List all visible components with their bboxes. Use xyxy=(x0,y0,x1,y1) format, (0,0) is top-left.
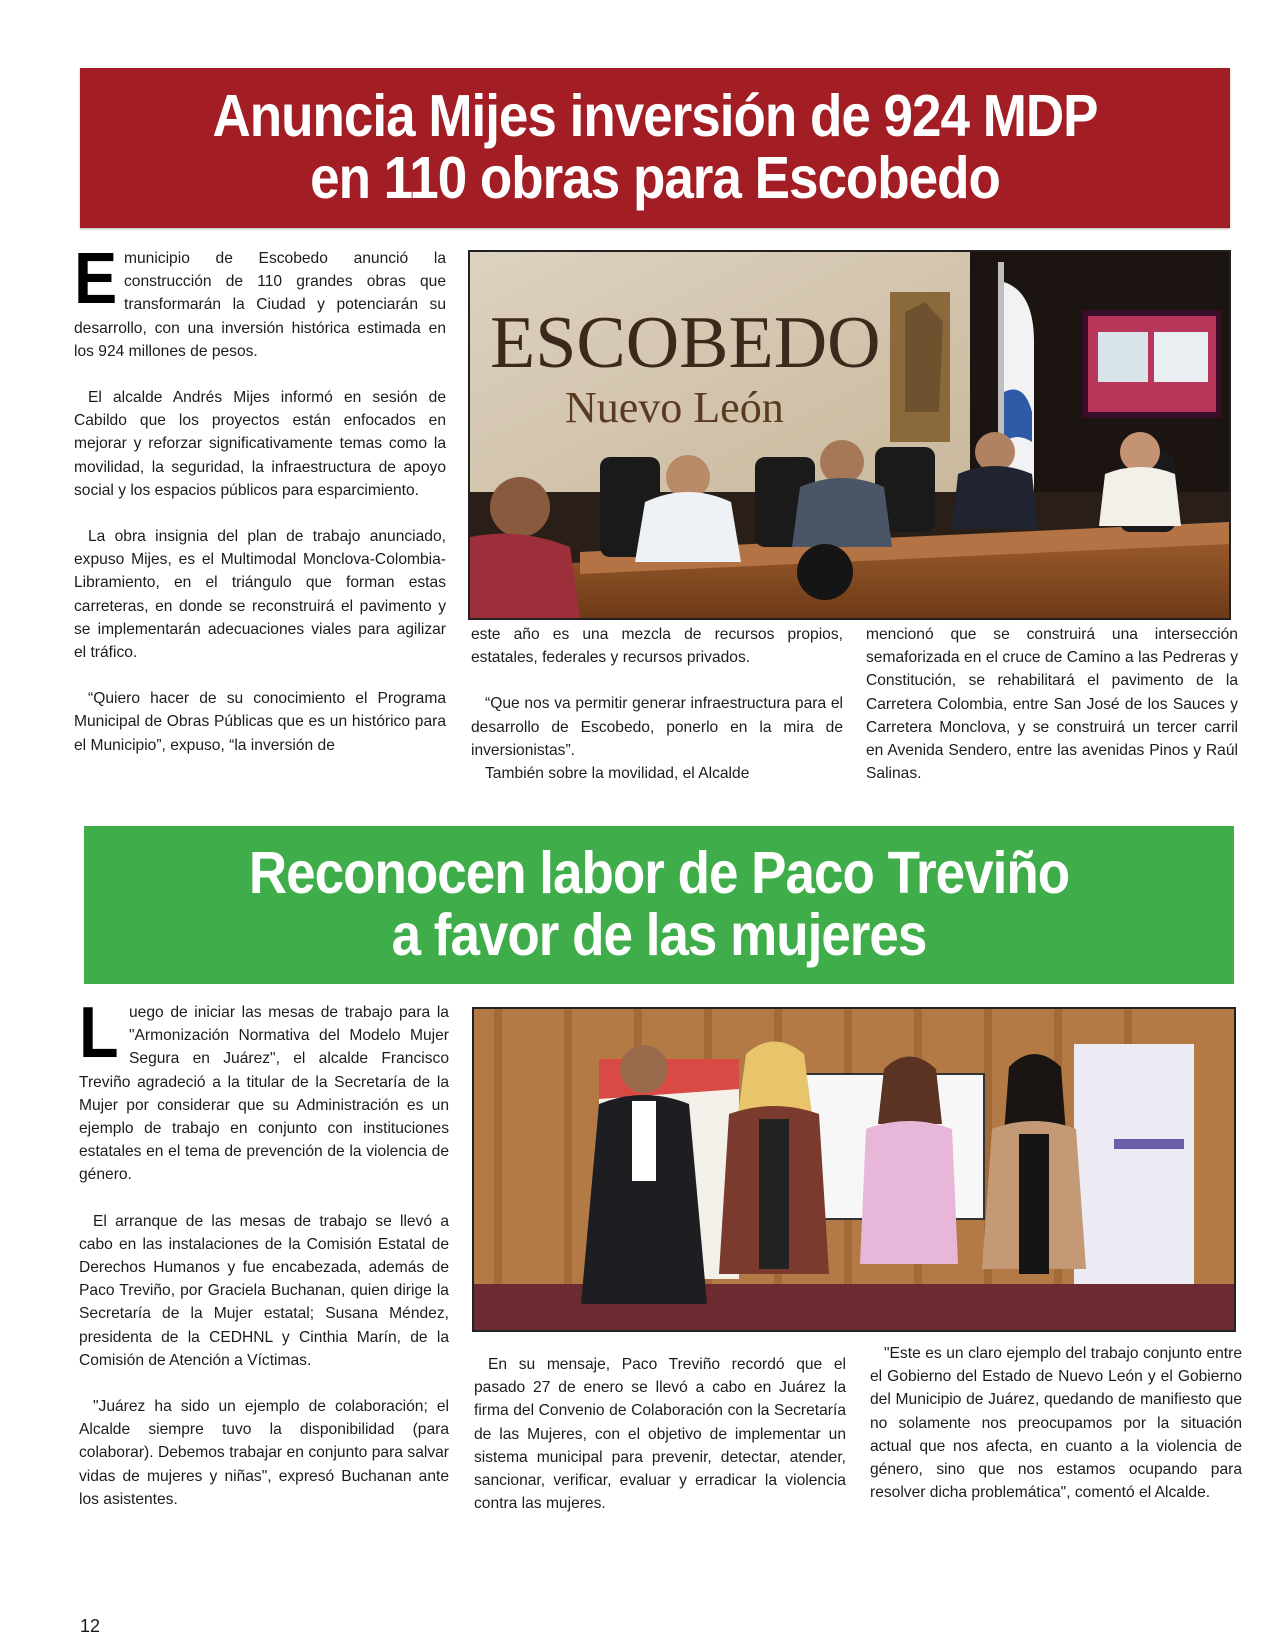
article-2-column-1 xyxy=(79,993,449,1511)
article-2-paragraph: uego de iniciar las mesas de trabajo para la "Armonización Normativa del Modelo Mujer Segura en Juárez", el alcalde Francisco Treviño agradeció a la titular de la Secretaría de la Mujer por considerar que su Administración es un ejemplo de trabajo en conjunto con instituciones estatales en el tema de prevención de la violencia de género. xyxy=(79,1004,449,1184)
mujer-segura-group-photo xyxy=(472,1007,1236,1332)
article-1-paragraph: mencionó que se construirá una intersección semaforizada en el cruce de Camino a las Pedreras y Constitución, se rehabilitará el pavimento de la Carretera Colombia, entre San José de los Sauces y Carretera Monclova, y se construirá un tercer carril en Avenida Sendero, entre las avenidas Pinos y Raúl Salinas. xyxy=(866,626,1238,783)
article-1-paragraph: La obra insignia del plan de trabajo anunciado, expuso Mijes, es el Multimodal Monclova-Colombia-Libramiento, en el triángulo que forman estas carreteras, en donde se reconstruirá el pavimento y se implementarán adecuaciones viales para agilizar el tráfico. xyxy=(74,528,446,662)
headline-1-line-2: en 110 obras para Escobedo xyxy=(310,145,1000,212)
group-photo-illustration xyxy=(474,1009,1234,1330)
headline-1-line-1: Anuncia Mijes inversión de 924 MDP xyxy=(212,83,1098,150)
headline-2-line-2: a favor de las mujeres xyxy=(391,902,927,969)
wall-sign-nuevo-leon: Nuevo León xyxy=(565,383,784,432)
article-1-paragraph: También sobre la movilidad, el Alcalde xyxy=(485,765,750,783)
headline-banner-2 xyxy=(84,826,1234,984)
article-1-paragraph: El alcalde Andrés Mijes informó en sesión de Cabildo que los proyectos están enfocados en mejorar y reforzar significativamente temas como la movilidad, la seguridad, la infraestructura de apoyo social y los espacios públicos para esparcimiento. xyxy=(74,389,446,499)
article-1-column-1 xyxy=(74,239,446,757)
dropcap-l: L xyxy=(79,993,119,1073)
escobedo-cabildo-photo xyxy=(468,250,1231,620)
article-2-paragraph: "Este es un claro ejemplo del trabajo conjunto entre el Gobierno del Estado de Nuevo León y el Gobierno del Municipio de Juárez, quedando de manifiesto que no solamente nos preocupamos por la situación actual que nos afecta, en cuanto a la violencia de género, sino que nos estamos ocupando para resolver dicha problemática", comentó el Alcalde. xyxy=(870,1345,1242,1502)
wall-sign-escobedo: ESCOBEDO xyxy=(490,302,881,384)
headline-2-line-1: Reconocen labor de Paco Treviño xyxy=(248,840,1070,907)
dropcap-e: E xyxy=(74,239,118,319)
article-2-column-3 xyxy=(870,1342,1242,1504)
article-1-paragraph: municipio de Escobedo anunció la construcción de 110 grandes obras que transformarán la Ciudad y potenciarán su desarrollo, con una inversión histórica estimada en los 924 millones de pesos. xyxy=(74,250,446,360)
article-2-paragraph: "Juárez ha sido un ejemplo de colaboración; el Alcalde siempre tuvo la disponibilidad (para colaborar). Debemos trabajar en conjunto para salvar vidas de mujeres y niñas", expresó Buchanan ante los asistentes. xyxy=(79,1398,449,1508)
article-1-column-2 xyxy=(471,623,843,785)
article-1-paragraph: “Que nos va permitir generar infraestructura para el desarrollo de Escobedo, ponerlo en la mira de inversionistas”. xyxy=(471,695,843,759)
article-1-column-3 xyxy=(866,623,1238,785)
article-2-paragraph: El arranque de las mesas de trabajo se llevó a cabo en las instalaciones de la Comisión Estatal de Derechos Humanos y fue encabezada, además de Paco Treviño, por Graciela Buchanan, quien dirige la Secretaría de la Mujer estatal; Susana Méndez, presidenta de la CEDHNL y Cinthia Marín, de la Comisión de Atención a Víctimas. xyxy=(79,1212,449,1369)
page-number: 12 xyxy=(80,1616,101,1636)
article-1-paragraph: este año es una mezcla de recursos propios, estatales, federales y recursos privados. xyxy=(471,626,843,667)
headline-banner-1 xyxy=(80,68,1230,228)
article-2-paragraph: En su mensaje, Paco Treviño recordó que el pasado 27 de enero se llevó a cabo en Juárez la firma del Convenio de Colaboración con la Secretaría de las Mujeres, con el objetivo de implementar un sistema municipal para prevenir, detectar, atender, sancionar, verificar, evaluar y erradicar la violencia contra las mujeres. xyxy=(474,1356,846,1513)
article-2-column-2 xyxy=(474,1353,846,1515)
article-1-paragraph: “Quiero hacer de su conocimiento el Programa Municipal de Obras Públicas que es un histórico para el Municipio”, expuso, “la inversión de xyxy=(74,690,446,754)
cabildo-photo-illustration xyxy=(470,252,1229,618)
